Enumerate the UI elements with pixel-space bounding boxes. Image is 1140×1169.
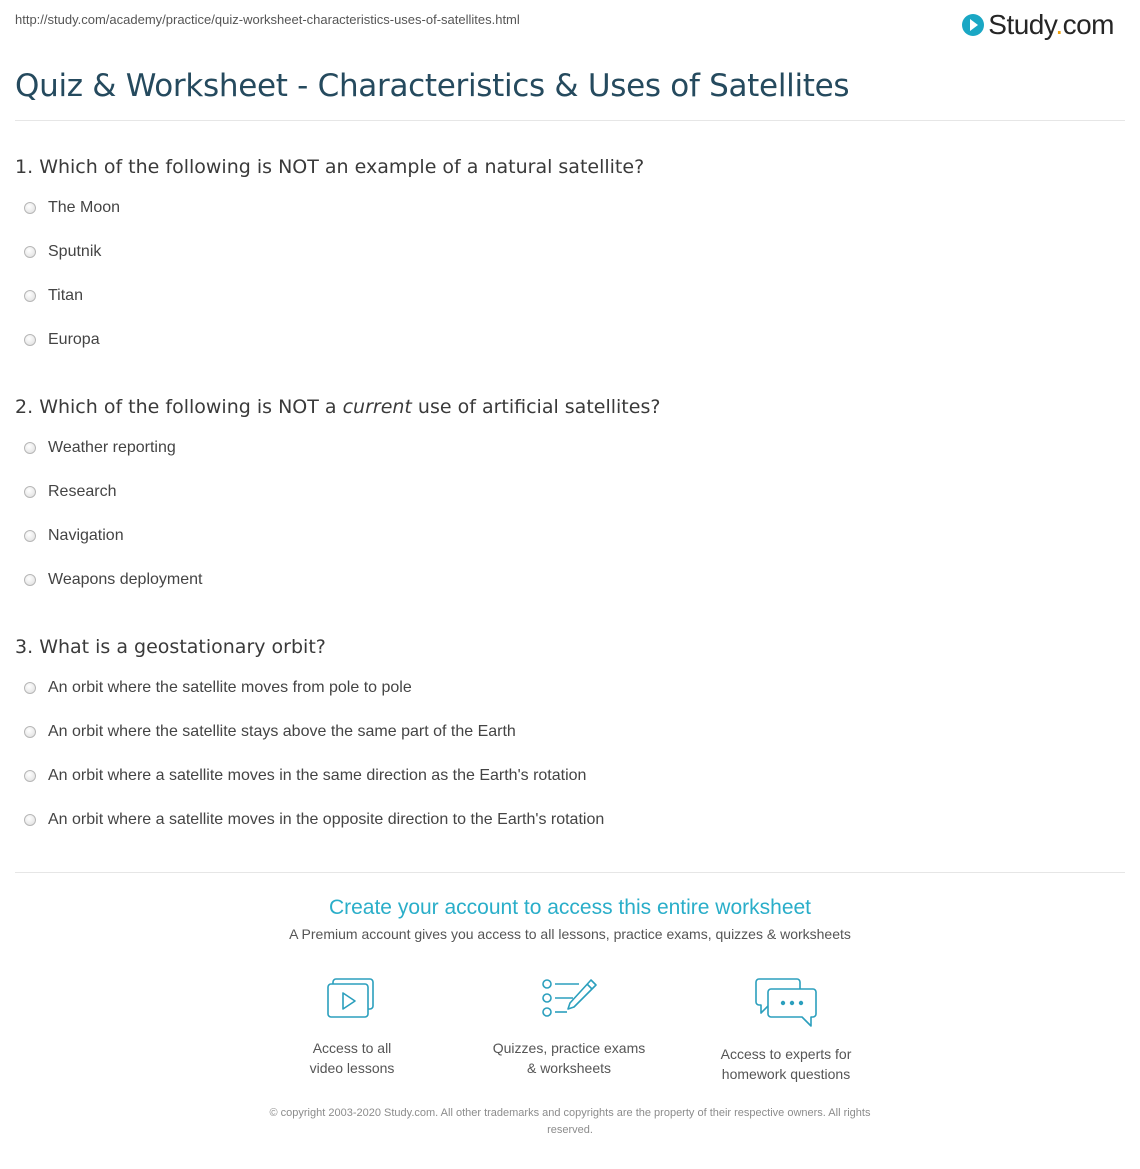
page-title: Quiz & Worksheet - Characteristics & Uses of Satellites bbox=[15, 68, 850, 104]
play-logo-icon bbox=[962, 14, 984, 36]
answer-option[interactable] bbox=[15, 570, 1125, 614]
divider bbox=[15, 872, 1125, 873]
answer-option[interactable] bbox=[15, 810, 1125, 854]
answer-options bbox=[15, 198, 1125, 374]
answer-label: Navigation bbox=[48, 527, 124, 544]
feature-video-lessons bbox=[252, 976, 452, 1078]
answer-label: Weapons deployment bbox=[48, 571, 203, 588]
emphasis-text: current bbox=[342, 396, 412, 418]
video-lessons-icon bbox=[324, 976, 380, 1024]
answer-label: Research bbox=[48, 483, 117, 500]
answer-options bbox=[15, 438, 1125, 614]
answer-option[interactable] bbox=[15, 330, 1125, 374]
study-logo[interactable] bbox=[962, 8, 1114, 42]
answer-option[interactable] bbox=[15, 722, 1125, 766]
answer-label: An orbit where the satellite moves from pole to pole bbox=[48, 679, 412, 696]
radio-button[interactable] bbox=[24, 486, 36, 498]
answer-option[interactable] bbox=[15, 286, 1125, 330]
radio-button[interactable] bbox=[24, 726, 36, 738]
radio-button[interactable] bbox=[24, 246, 36, 258]
feature-label: Access to all video lessons bbox=[309, 1040, 395, 1076]
answer-label: Weather reporting bbox=[48, 439, 176, 456]
radio-button[interactable] bbox=[24, 574, 36, 586]
top-bar bbox=[0, 0, 1140, 50]
quiz-checklist-icon bbox=[539, 976, 599, 1024]
answer-option[interactable] bbox=[15, 438, 1125, 482]
answer-label: Sputnik bbox=[48, 243, 102, 260]
answer-label: An orbit where the satellite stays above the same part of the Earth bbox=[48, 723, 516, 740]
radio-button[interactable] bbox=[24, 442, 36, 454]
radio-button[interactable] bbox=[24, 530, 36, 542]
chat-bubbles-icon bbox=[753, 976, 819, 1030]
radio-button[interactable] bbox=[24, 334, 36, 346]
answer-option[interactable] bbox=[15, 766, 1125, 810]
answer-label: An orbit where a satellite moves in the same direction as the Earth's rotation bbox=[48, 767, 587, 784]
answer-option[interactable] bbox=[15, 678, 1125, 722]
answer-option[interactable] bbox=[15, 198, 1125, 242]
answer-option[interactable] bbox=[15, 242, 1125, 286]
radio-button[interactable] bbox=[24, 814, 36, 826]
copyright-notice: © copyright 2003-2020 Study.com. All other trademarks and copyrights are the property of their respective owners. All rights reserved. bbox=[269, 1107, 871, 1136]
answer-options bbox=[15, 678, 1125, 854]
question-3 bbox=[15, 634, 1125, 854]
page-url: http://study.com/academy/practice/quiz-worksheet-characteristics-uses-of-satellites.html bbox=[15, 12, 520, 27]
answer-option[interactable] bbox=[15, 526, 1125, 570]
question-text: 1. Which of the following is NOT an example of a natural satellite? bbox=[15, 156, 645, 178]
radio-button[interactable] bbox=[24, 202, 36, 214]
question-2 bbox=[15, 394, 1125, 614]
answer-option[interactable] bbox=[15, 482, 1125, 526]
create-account-link[interactable]: Create your account to access this entire worksheet bbox=[328, 896, 812, 919]
feature-label: Access to experts for homework questions bbox=[720, 1046, 852, 1082]
answer-label: Titan bbox=[48, 287, 83, 304]
radio-button[interactable] bbox=[24, 682, 36, 694]
answer-label: Europa bbox=[48, 331, 100, 348]
cta-subtitle: A Premium account gives you access to all lessons, practice exams, quizzes & worksheets bbox=[289, 926, 851, 942]
feature-experts bbox=[686, 976, 886, 1084]
radio-button[interactable] bbox=[24, 290, 36, 302]
feature-label: Quizzes, practice exams & worksheets bbox=[492, 1040, 646, 1076]
question-text: 3. What is a geostationary orbit? bbox=[15, 636, 326, 658]
answer-label: An orbit where a satellite moves in the opposite direction to the Earth's rotation bbox=[48, 811, 605, 828]
answer-label: The Moon bbox=[48, 199, 121, 216]
divider bbox=[15, 120, 1125, 121]
logo-text: Study.com bbox=[988, 9, 1114, 40]
feature-quizzes bbox=[469, 976, 669, 1078]
question-text: 2. Which of the following is NOT a current use of artificial satellites? bbox=[15, 396, 661, 418]
radio-button[interactable] bbox=[24, 770, 36, 782]
question-1 bbox=[15, 154, 1125, 374]
